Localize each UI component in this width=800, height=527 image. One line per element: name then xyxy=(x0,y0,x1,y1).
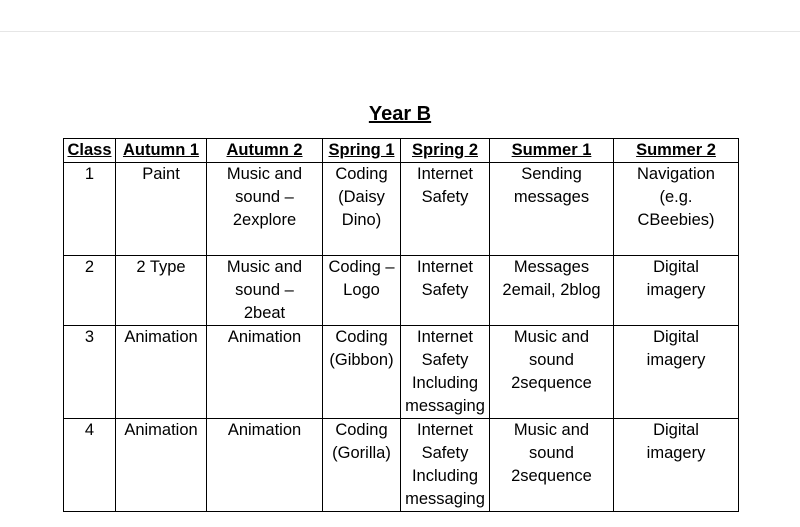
cell-autumn-2: Animation xyxy=(207,419,323,512)
header-spring-2: Spring 2 xyxy=(401,139,490,163)
cell-spring-2: Internet Safety Including messaging xyxy=(401,326,490,419)
cell-summer-1: Music and sound 2sequence xyxy=(490,326,614,419)
cell-autumn-2: Music and sound – 2beat xyxy=(207,256,323,326)
cell-spring-2: Internet Safety xyxy=(401,163,490,256)
table-row xyxy=(64,256,739,326)
cell-autumn-1: 2 Type xyxy=(116,256,207,326)
cell-spring-1: Coding – Logo xyxy=(323,256,401,326)
page-top-divider xyxy=(0,31,800,32)
cell-spring-1: Coding (Gorilla) xyxy=(323,419,401,512)
cell-summer-1: Messages 2email, 2blog xyxy=(490,256,614,326)
table-row xyxy=(64,419,739,512)
cell-autumn-2: Music and sound – 2explore xyxy=(207,163,323,256)
table-row xyxy=(64,163,739,256)
cell-summer-2: Digital imagery xyxy=(614,326,739,419)
table-header-row xyxy=(64,139,739,163)
cell-class: 2 xyxy=(64,256,116,326)
table-row xyxy=(64,326,739,419)
cell-autumn-1: Paint xyxy=(116,163,207,256)
header-class: Class xyxy=(64,139,116,163)
cell-spring-2: Internet Safety Including messaging xyxy=(401,419,490,512)
cell-class: 4 xyxy=(64,419,116,512)
cell-spring-1: Coding (Gibbon) xyxy=(323,326,401,419)
cell-class: 3 xyxy=(64,326,116,419)
header-summer-2: Summer 2 xyxy=(614,139,739,163)
header-spring-1: Spring 1 xyxy=(323,139,401,163)
cell-autumn-2: Animation xyxy=(207,326,323,419)
header-autumn-2: Autumn 2 xyxy=(207,139,323,163)
cell-autumn-1: Animation xyxy=(116,326,207,419)
document-title: Year B xyxy=(368,103,432,125)
header-autumn-1: Autumn 1 xyxy=(116,139,207,163)
header-summer-1: Summer 1 xyxy=(490,139,614,163)
cell-summer-2: Digital imagery xyxy=(614,256,739,326)
cell-spring-1: Coding (Daisy Dino) xyxy=(323,163,401,256)
cell-class: 1 xyxy=(64,163,116,256)
cell-autumn-1: Animation xyxy=(116,419,207,512)
cell-spring-2: Internet Safety xyxy=(401,256,490,326)
cell-summer-2: Navigation (e.g. CBeebies) xyxy=(614,163,739,256)
cell-summer-1: Sending messages xyxy=(490,163,614,256)
cell-summer-1: Music and sound 2sequence xyxy=(490,419,614,512)
curriculum-table xyxy=(63,138,739,512)
cell-summer-2: Digital imagery xyxy=(614,419,739,512)
